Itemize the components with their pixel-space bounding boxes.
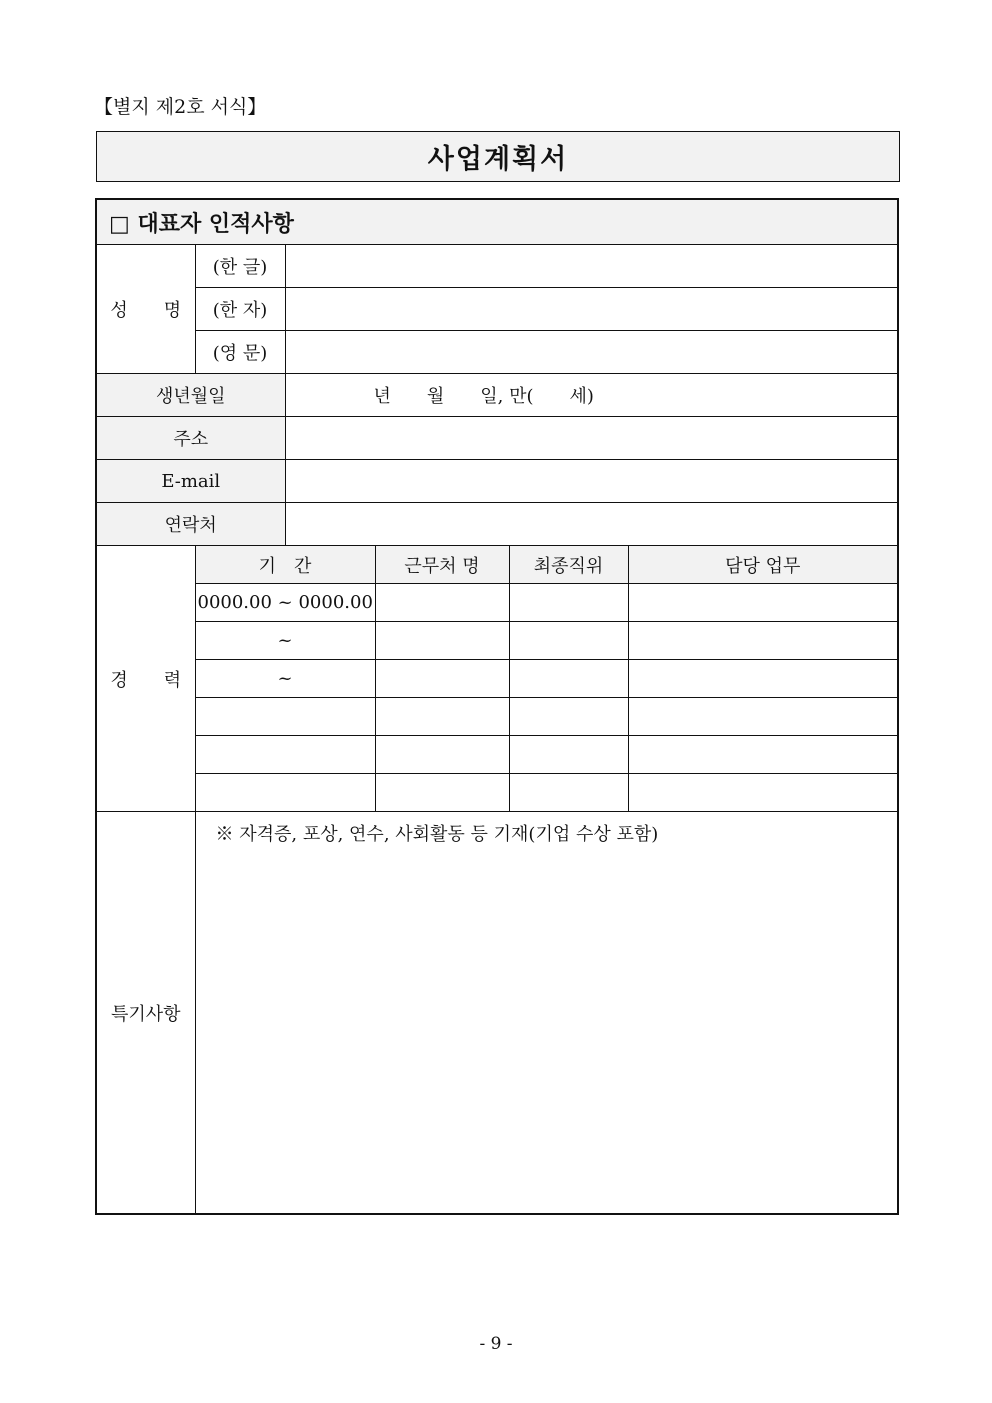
notes-label: 특기사항: [96, 812, 195, 1215]
birthdate-field[interactable]: 년 월 일, 만( 세): [285, 374, 898, 417]
career-position-cell[interactable]: [509, 584, 628, 622]
career-position-cell[interactable]: [509, 622, 628, 660]
career-duties-cell[interactable]: [628, 698, 898, 736]
career-header-employer: 근무처 명: [375, 546, 509, 584]
name-korean-label: (한 글): [195, 245, 285, 288]
email-label: E-mail: [96, 460, 285, 503]
notes-hint: ※ 자격증, 포상, 연수, 사회활동 등 기재(기업 수상 포함): [215, 824, 659, 845]
form-number-label: 【별지 제2호 서식】: [94, 96, 267, 118]
career-period-cell[interactable]: [195, 698, 375, 736]
career-duties-cell[interactable]: [628, 660, 898, 698]
career-header-duties: 담당 업무: [628, 546, 898, 584]
name-label: 성 명: [96, 245, 195, 374]
page-number: - 9 -: [479, 1334, 513, 1354]
career-period-cell[interactable]: [195, 736, 375, 774]
birthdate-label: 생년월일: [96, 374, 285, 417]
career-employer-cell[interactable]: [375, 736, 509, 774]
section-header: □ 대표자 인적사항: [96, 199, 898, 245]
name-english-field[interactable]: [285, 331, 898, 374]
career-employer-cell[interactable]: [375, 698, 509, 736]
career-period-cell[interactable]: 0000.00 ~ 0000.00: [195, 584, 375, 622]
address-label: 주소: [96, 417, 285, 460]
career-duties-cell[interactable]: [628, 736, 898, 774]
notes-field[interactable]: [195, 812, 898, 1215]
career-employer-cell[interactable]: [375, 584, 509, 622]
career-position-cell[interactable]: [509, 660, 628, 698]
career-label: 경 력: [96, 546, 195, 812]
name-hanja-label: (한 자): [195, 288, 285, 331]
career-duties-cell[interactable]: [628, 622, 898, 660]
career-position-cell[interactable]: [509, 698, 628, 736]
career-duties-cell[interactable]: [628, 774, 898, 812]
career-employer-cell[interactable]: [375, 774, 509, 812]
career-header-position: 최종직위: [509, 546, 628, 584]
career-period-cell[interactable]: ~: [195, 660, 375, 698]
representative-info-table: [95, 198, 899, 1215]
name-hanja-field[interactable]: [285, 288, 898, 331]
contact-label: 연락처: [96, 503, 285, 546]
table-row: [96, 698, 898, 736]
contact-field[interactable]: [285, 503, 898, 546]
career-period-cell[interactable]: [195, 774, 375, 812]
table-row: [96, 736, 898, 774]
career-employer-cell[interactable]: [375, 660, 509, 698]
career-header-period: 기 간: [195, 546, 375, 584]
email-field[interactable]: [285, 460, 898, 503]
career-period-cell[interactable]: ~: [195, 622, 375, 660]
career-employer-cell[interactable]: [375, 622, 509, 660]
address-field[interactable]: [285, 417, 898, 460]
name-korean-field[interactable]: [285, 245, 898, 288]
table-row: [96, 584, 898, 622]
document-title: 사업계획서: [96, 131, 900, 182]
table-row: [96, 622, 898, 660]
career-position-cell[interactable]: [509, 736, 628, 774]
career-duties-cell[interactable]: [628, 584, 898, 622]
table-row: [96, 660, 898, 698]
career-position-cell[interactable]: [509, 774, 628, 812]
name-english-label: (영 문): [195, 331, 285, 374]
table-row: [96, 774, 898, 812]
